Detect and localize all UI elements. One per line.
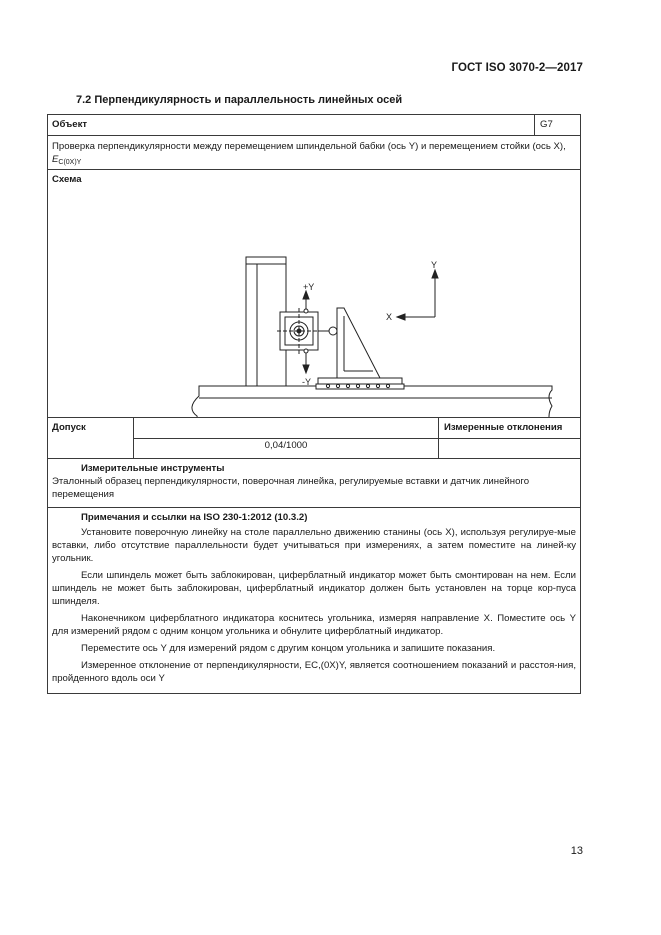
tolerance-header-row [48, 418, 581, 439]
object-description-cell [48, 136, 581, 170]
machine-bed [192, 386, 552, 417]
schema-row [48, 170, 581, 418]
plus-y-label: +Y [303, 282, 315, 292]
reference-square [337, 308, 380, 378]
tolerance-value: 0,04/1000 [134, 439, 439, 459]
notes-cell [48, 508, 581, 694]
notes-block [48, 508, 580, 693]
tolerance-label: Допуск [52, 422, 86, 433]
instruments-text: Эталонный образец перпендикулярности, поверочная линейка, регулируемые вставки и датчик линейного перемещения [52, 476, 530, 500]
schema-area [48, 170, 580, 417]
y-axis-label: Y [431, 260, 438, 270]
straightedge [316, 378, 404, 389]
standard-designation: ГОСТ ISO 3070-2—2017 [451, 62, 583, 74]
minus-y-label: -Y [302, 377, 311, 387]
x-axis-label: X [386, 312, 393, 322]
axis-indicator [397, 270, 438, 320]
tolerance-spacer-cell [134, 418, 439, 439]
notes-paragraph: Переместите ось Y для измерений рядом с другим концом угольника и запишите показания. [81, 643, 496, 654]
instruments-heading: Измерительные инструменты [81, 463, 225, 474]
notes-paragraph: Наконечником циферблатного индикатора коснитесь угольника, измеряя направление X. Поместите ось Y для измерений рядом с одним концом угольника и обнулите циферблатный индикатор. [52, 613, 577, 637]
measured-value-cell [439, 439, 581, 459]
instruments-cell [48, 459, 581, 508]
notes-paragraph: Измеренное отклонение от перпендикулярности, EC,(0X)Y, является соотношением показаний и расстоя-ния, пройденного вдоль оси Y [52, 660, 577, 684]
page-number: 13 [570, 845, 583, 857]
schema-label: Схема [52, 174, 82, 185]
object-label: Объект [52, 119, 88, 130]
test-specification-table [47, 114, 581, 694]
object-label-cell [48, 115, 535, 136]
section-title: 7.2 Перпендикулярность и параллельность линейных осей [76, 94, 403, 106]
symbol-letter: E [52, 154, 59, 165]
object-description [48, 136, 580, 169]
measured-label-cell [439, 418, 581, 439]
measured-deviations-label: Измеренные отклонения [444, 422, 563, 433]
test-code: G7 [535, 115, 581, 136]
instruments-block [48, 459, 580, 507]
notes-row [48, 508, 581, 694]
object-description-row [48, 136, 581, 170]
object-header-row [48, 115, 581, 136]
tolerance-label-cell [48, 418, 134, 459]
symbol-subscript: C(0X)Y [58, 159, 82, 166]
instruments-row [48, 459, 581, 508]
object-description-text: Проверка перпендикулярности между перемещением шпиндельной бабки (ось Y) и перемещением стойки (ось X), [52, 141, 566, 152]
notes-heading: Примечания и ссылки на ISO 230-1:2012 (10.3.2) [81, 512, 308, 523]
notes-paragraph: Установите поверочную линейку на столе параллельно движению станины (ось X), используя регулируе-мые вставки, либо отсутствие параллельности будет учитываться при измерениях, а затем поместите на линей-ку угольник. [52, 527, 577, 564]
measurement-schematic [48, 170, 579, 417]
notes-paragraph: Если шпиндель может быть заблокирован, циферблатный индикатор может быть смонтирован на нем. Если шпиндель не может быть заблокирован, циферблатный индикатор должен быть установлен на торце кор-пуса шпинделя. [52, 570, 577, 607]
schema-cell [48, 170, 581, 418]
